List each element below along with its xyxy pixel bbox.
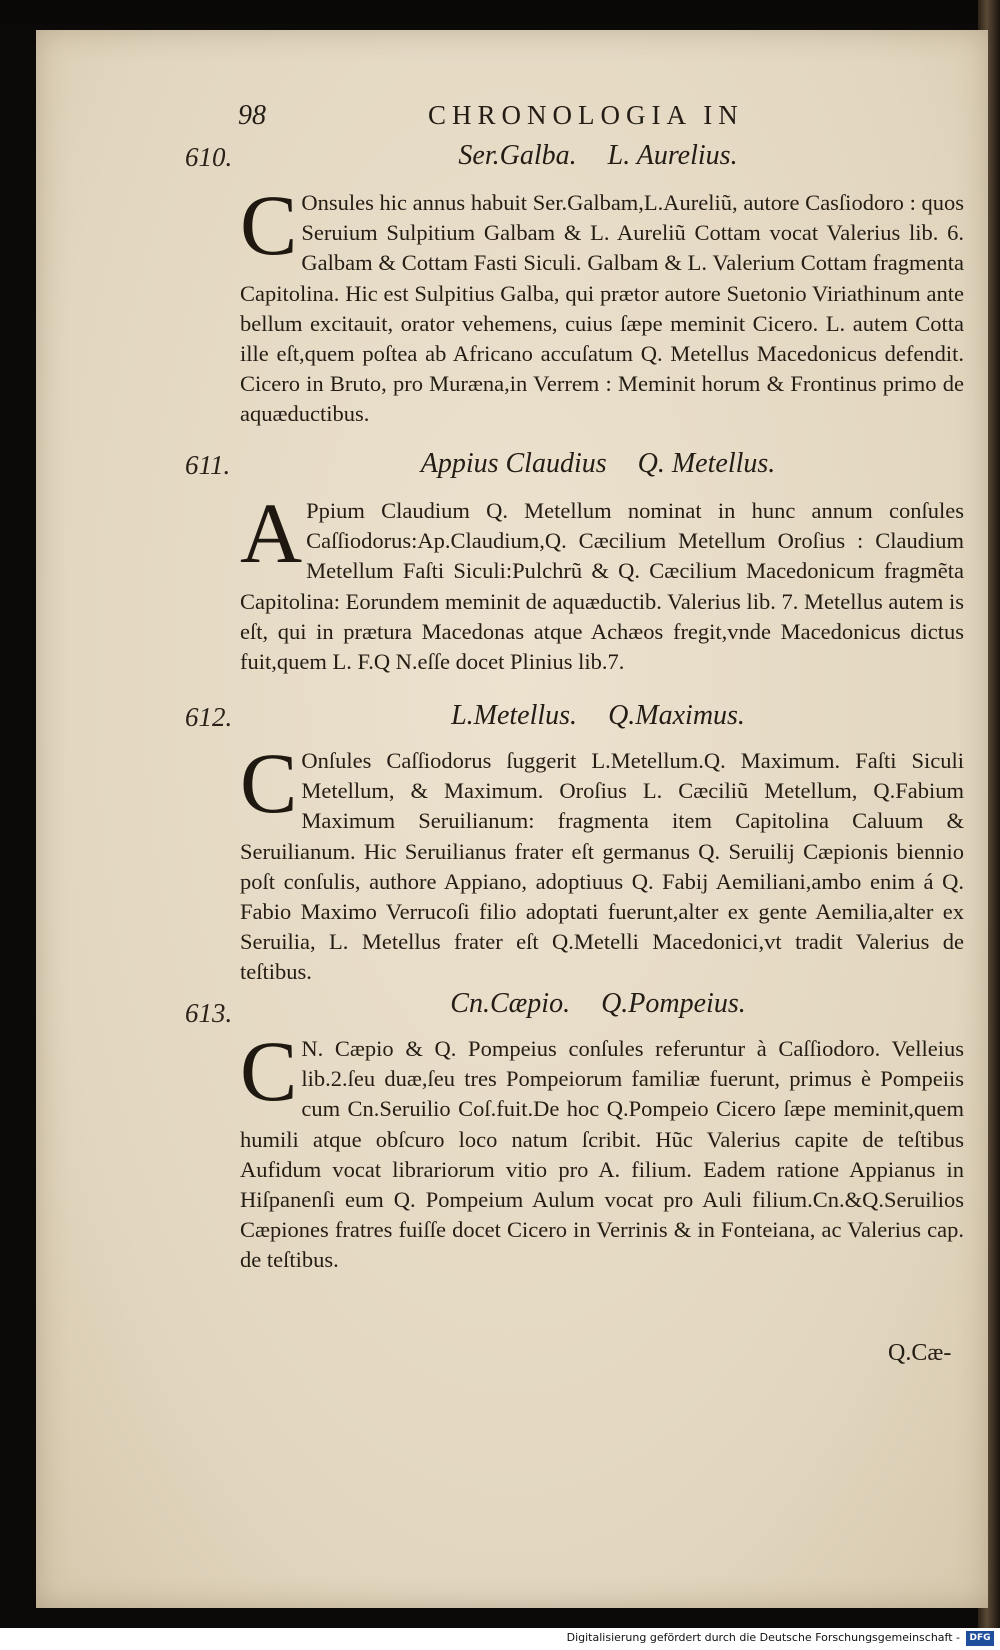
consul-name: Q.Maximus. — [608, 700, 745, 731]
consul-name: Q. Metellus. — [637, 448, 776, 479]
drop-cap: C — [240, 735, 298, 831]
consul-name: L.Metellus. — [451, 700, 578, 731]
consul-name: Ser.Galba. — [458, 140, 577, 171]
running-title: CHRONOLOGIA IN — [428, 100, 744, 130]
consul-heading-612 — [240, 700, 956, 732]
scan-top-edge — [0, 0, 1000, 24]
consul-name: Q.Pompeius. — [601, 988, 746, 1019]
entry-paragraph-612 — [240, 735, 964, 988]
year-label-610: 610. — [185, 142, 233, 172]
drop-cap: C — [240, 177, 298, 273]
digitization-footer — [0, 1628, 1000, 1650]
entry-paragraph-610 — [240, 177, 964, 430]
entry-text: Onſules Caſſiodorus ſuggerit L.Metellum.Q. Maximum. Faſti Siculi Metellum, & Maximum. Oroſius L. Cæciliũ Metellum, Q.Fabium Maximum Seruilianum: fragmenta item Capitolina Caluum & Seruilianum. Hic Seruilianus frater eſt germanus Q. Seruilij Cæpionis biennio poſt conſulis, authore Appiano, adoptiuus Q. Fabij Aemiliani,ambo enim á Q. Fabio Maximo Verrucoſi filio adoptati fuerunt,alter ex gente Aemilia,alter ex Seruilia, L. Metellus frater eſt Q.Metelli Macedonici,vt tradit Valerius de teſtibus. — [240, 748, 964, 985]
entry-text: Ppium Claudium Q. Metellum nominat in hunc annum conſules Caſſiodorus:Ap.Claudium,Q. Cæcilium Metellum Oroſius : Claudium Metellum Faſti Siculi:Pulchrũ & Q. Cæcilium Macedonicum fragmẽta Capitolina: Eorundem meminit de aquæductib. Valerius lib. 7. Metellus autem is eſt, qui in prætura Macedonas atque Achæos fregit,vnde Macedonicus dictus fuit,quem L. F.Q N.eſſe docet Plinius lib.7. — [240, 498, 964, 675]
entry-text: N. Cæpio & Q. Pompeius conſules referuntur à Caſſiodoro. Velleius lib.2.ſeu duæ,ſeu tres Pompeiorum familiæ fuerunt, primus è Pompeiis cum Cn.Seruilio Coſ.fuit.De hoc Q.Pompeio Cicero ſæpe meminit,quem humili atque obſcuro loco natum ſcribit. Hũc Valerius capite de teſtibus Aufidum vocat librariorum vitio pro A. filium. Eadem ratione Appianus in Hiſpanenſi eum Q. Pompeium Aulum vocat pro Auli filium.Cn.&Q.Seruilios Cæpiones fratres fuiſſe docet Cicero in Verrinis & in Fonteiana, ac Valerius cap. de teſtibus. — [240, 1036, 964, 1273]
year-label-612: 612. — [185, 702, 233, 732]
consul-name: Appius Claudius — [420, 448, 607, 479]
entry-text: Onsules hic annus habuit Ser.Galbam,L.Aureliũ, autore Casſiodoro : quos Seruium Sulpitium Galbam & L. Aureliũ Cottam vocat Valerius lib. 6. Galbam & Cottam Fasti Siculi. Galbam & L. Valerium Cottam fragmenta Capitolina. Hic est Sulpitius Galba, qui prætor autore Suetonio Viriathinum ante bellum excitauit, orator vehemens, cuius ſæpe meminit Cicero. L. autem Cotta ille eſt,quem poſtea ab Africano accuſatum Q. Metellus Macedonicus defendit. Cicero in Bruto, pro Muræna,in Verrem : Meminit horum & Frontinus primo de aquæductibus. — [240, 190, 964, 427]
consul-name: Cn.Cæpio. — [450, 988, 571, 1019]
year-label-611: 611. — [185, 450, 231, 480]
page-number: 98 — [238, 100, 266, 131]
consul-heading-610 — [240, 140, 956, 172]
catchword: Q.Cæ- — [888, 1340, 952, 1366]
consul-heading-613 — [240, 988, 956, 1020]
entry-paragraph-613 — [240, 1023, 964, 1276]
consul-name: L. Aurelius. — [607, 140, 738, 171]
funding-notice: Digitalisierung gefördert durch die Deutsche Forschungsgemeinschaft - — [566, 1631, 960, 1644]
dfg-logo-icon: DFG — [966, 1631, 994, 1646]
year-label-613: 613. — [185, 998, 233, 1028]
entry-paragraph-611 — [240, 485, 964, 677]
drop-cap: A — [240, 485, 303, 581]
running-head — [238, 100, 798, 134]
drop-cap: C — [240, 1023, 298, 1119]
consul-heading-611 — [240, 448, 956, 480]
